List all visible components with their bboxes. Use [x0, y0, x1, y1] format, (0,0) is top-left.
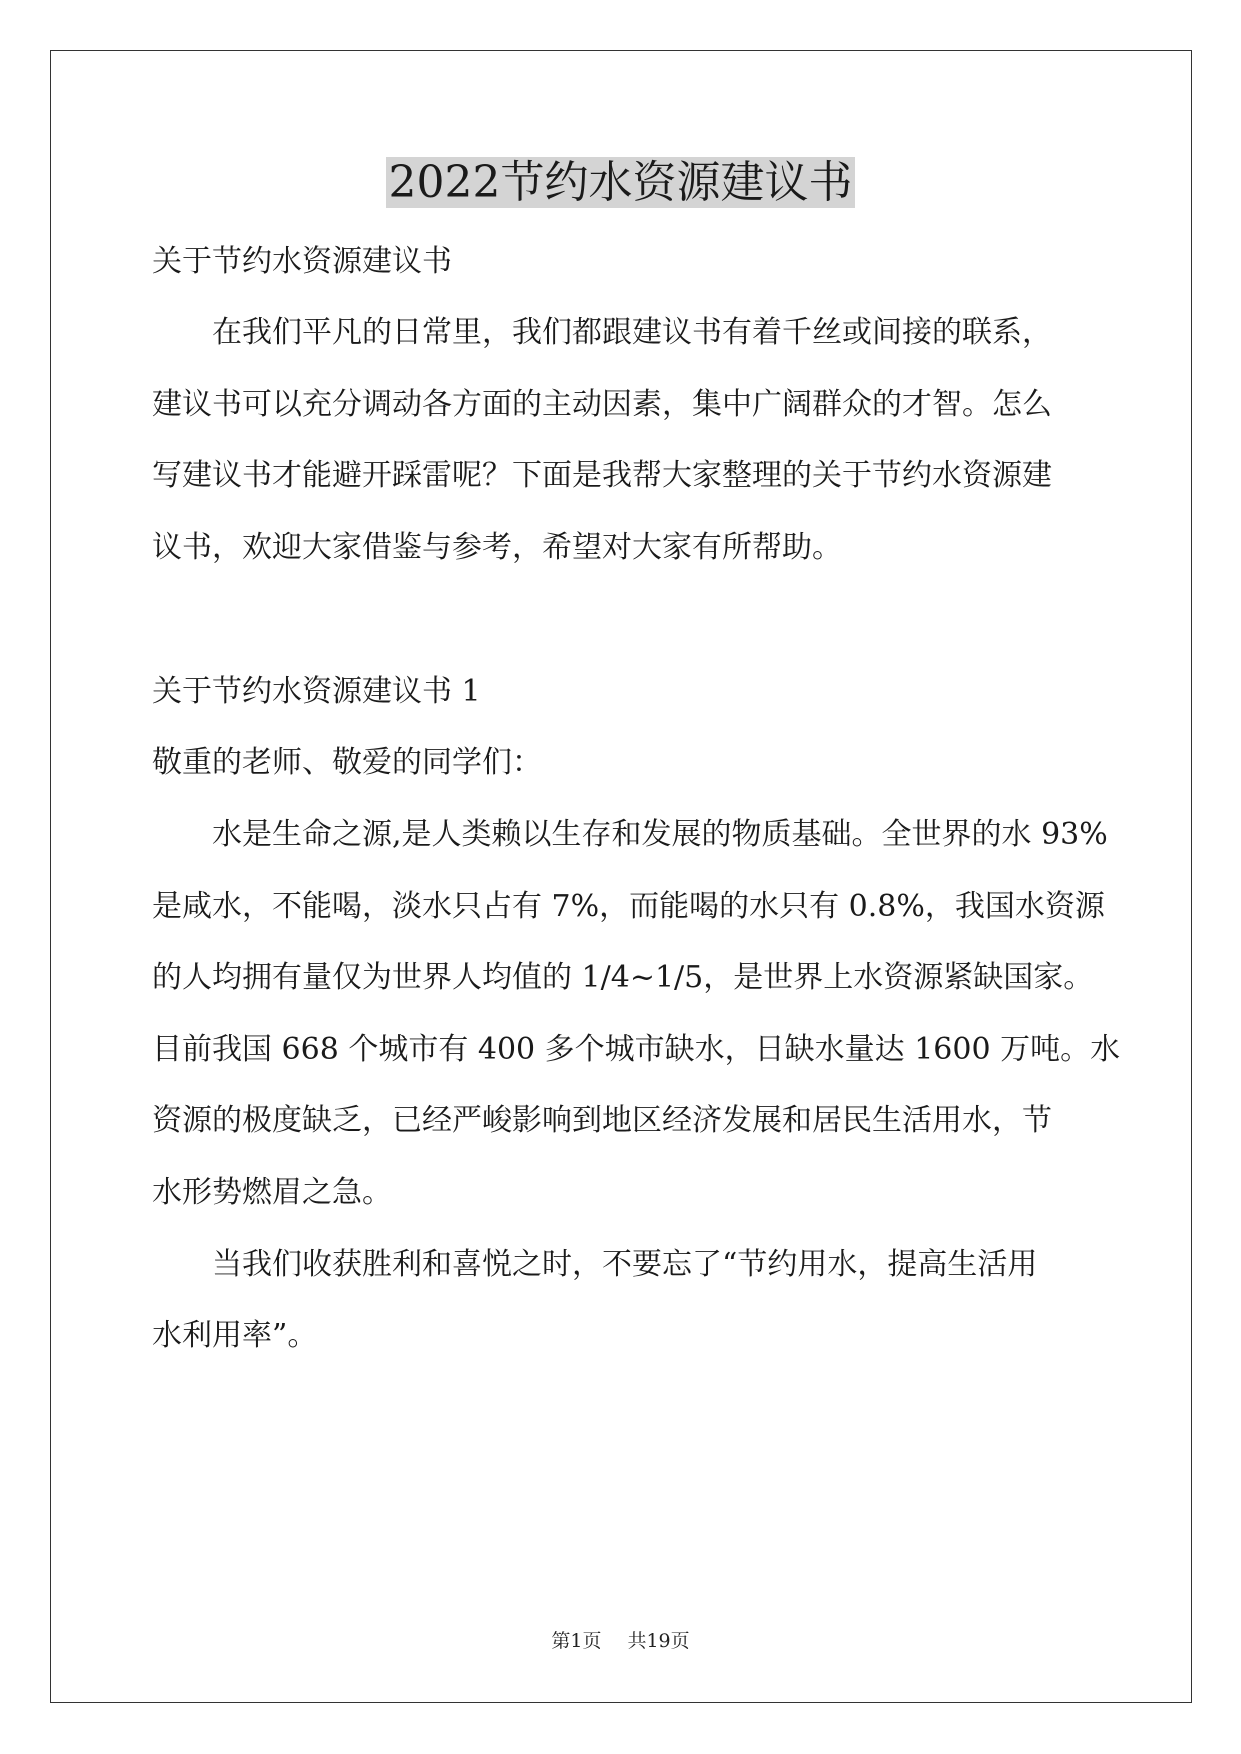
document-title: [0, 152, 1241, 214]
page-footer: [0, 1628, 1241, 1654]
paragraph-line: 是咸水，不能喝，淡水只占有 7%，而能喝的水只有 0.8%，我国水资源: [152, 889, 1105, 924]
page-border: [50, 50, 1192, 1703]
paragraph-line: 当我们收获胜利和喜悦之时，不要忘了“节约用水，提高生活用: [212, 1247, 1038, 1282]
salutation: 敬重的老师、敬爱的同学们：: [152, 745, 542, 780]
paragraph-line: 的人均拥有量仅为世界人均值的 1/4~1/5，是世界上水资源紧缺国家。: [152, 960, 1094, 995]
document-title-text: 2022节约水资源建议书: [386, 157, 856, 208]
paragraph-line: 资源的极度缺乏，已经严峻影响到地区经济发展和居民生活用水，节: [152, 1103, 1052, 1138]
paragraph-line: 水利用率”。: [152, 1318, 318, 1353]
paragraph-line: 水形势燃眉之急。: [152, 1175, 392, 1210]
page-number: 第1页: [551, 1630, 602, 1652]
paragraph-line: 建议书可以充分调动各方面的主动因素，集中广阔群众的才智。怎么: [152, 387, 1052, 422]
paragraph-line: 写建议书才能避开踩雷呢？下面是我帮大家整理的关于节约水资源建: [152, 458, 1052, 493]
section-heading: 关于节约水资源建议书 1: [152, 674, 481, 709]
paragraph-line: 水是生命之源,是人类赖以生存和发展的物质基础。全世界的水 93%: [212, 817, 1108, 852]
paragraph-line: 在我们平凡的日常里，我们都跟建议书有着千丝或间接的联系，: [212, 315, 1052, 350]
page-total: 共19页: [627, 1630, 690, 1652]
paragraph-line: 议书，欢迎大家借鉴与参考，希望对大家有所帮助。: [152, 530, 842, 565]
paragraph-line: 目前我国 668 个城市有 400 多个城市缺水，日缺水量达 1600 万吨。水: [152, 1032, 1121, 1067]
section-heading: 关于节约水资源建议书: [152, 244, 452, 279]
